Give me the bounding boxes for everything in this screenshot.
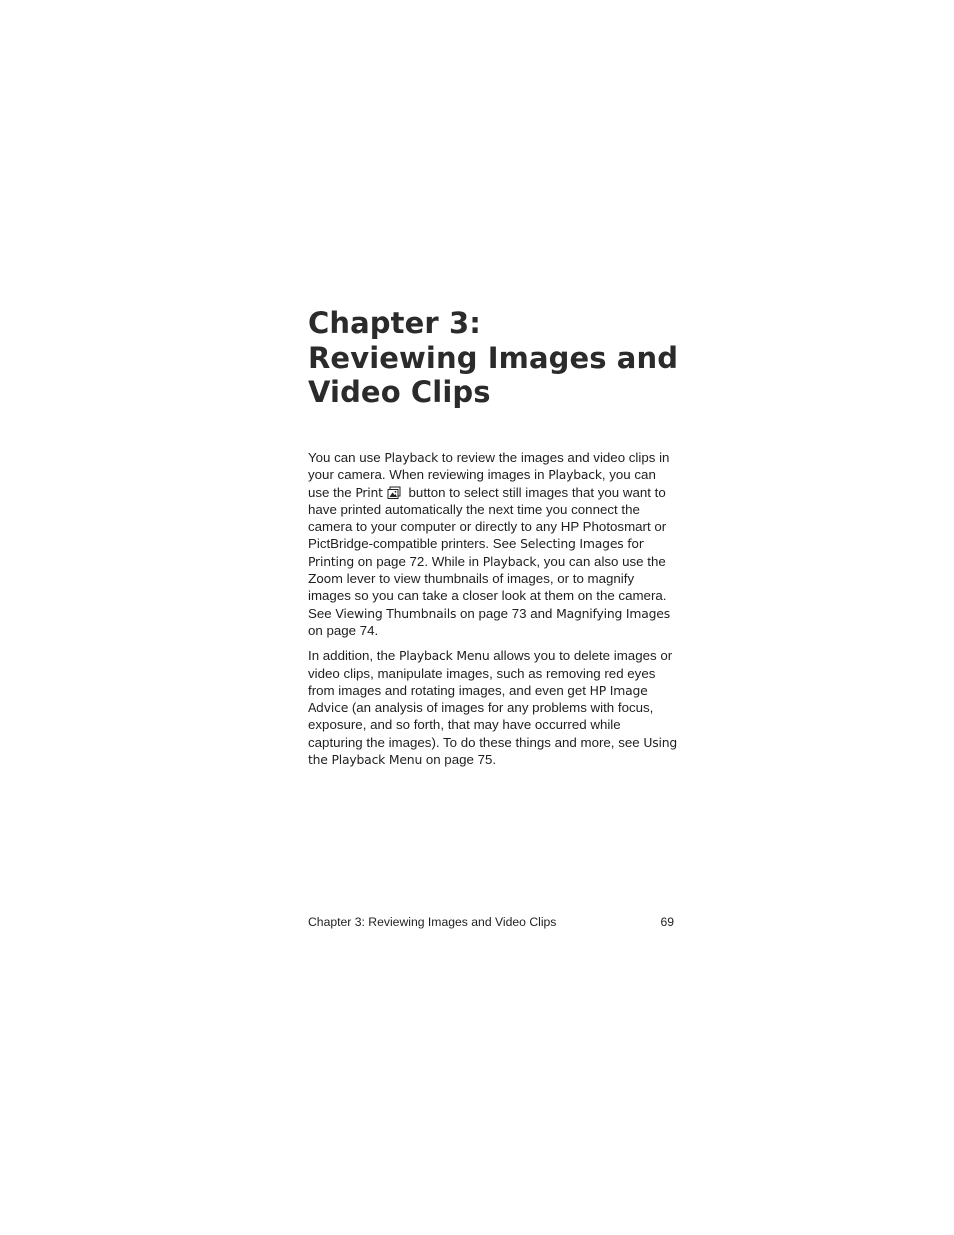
text-run: use the [308,484,356,500]
text-run: images so you can take a closer look at them on the camera. [308,588,667,604]
page-number: 69 [660,915,674,929]
ui-term: the Playback Menu [308,752,423,768]
chapter-title [308,306,688,410]
print-icon [385,486,403,500]
text-run: to review the images and video clips in [438,450,670,465]
ui-term: Selecting Images for [520,536,644,552]
text-run: See [308,605,336,621]
text-run: your camera. When reviewing images in [308,467,549,483]
text-run: on page 74. [308,622,379,638]
ui-term: Playback [482,553,537,569]
text-line [308,699,680,716]
ui-term: Printing [308,553,355,569]
text-run: video clips, manipulate images, such as removing red eyes [308,665,656,681]
text-run: from images and rotating images, and even get [308,682,590,698]
ui-term: Playback [548,467,602,483]
text-run: allows you to delete images or [489,648,673,664]
chapter-title-line: Chapter 3: [308,306,481,340]
text-line [308,682,680,699]
ui-term: Using [643,734,678,750]
body-paragraph [308,449,680,639]
text-run: (an analysis of images for any problems with focus, [348,700,654,716]
text-run: , you can [601,467,656,483]
ui-term: Playback [384,450,439,465]
text-line [308,501,680,518]
text-line [308,466,680,483]
text-run: have printed automatically the next time you connect the [308,501,640,517]
text-run: lever to view thumbnails of images, or to magnify [342,571,635,587]
text-run: exposure, and so forth, that may have occurred while [308,717,621,733]
body-paragraph [308,647,680,768]
text-line [308,484,680,501]
ui-term: HP Image [589,682,648,698]
page-footer [308,915,674,933]
text-run: PictBridge-compatible printers. See [308,536,521,552]
ui-term: Magnifying Images [556,605,670,621]
text-line [308,449,680,466]
text-line [308,751,680,768]
body-text [308,449,680,776]
ui-term: Print [355,484,383,500]
text-line [308,665,680,682]
text-line [308,647,680,664]
ui-term: Viewing Thumbnails [335,605,457,621]
text-run: You can use [308,450,385,465]
text-line [308,587,680,604]
text-line [308,570,680,587]
footer-chapter-title: Chapter 3: Reviewing Images and Video Clips [308,915,557,929]
ui-term: Zoom [308,571,343,587]
text-run: In addition, the [308,648,399,664]
chapter-title-line: Reviewing Images and [308,340,679,375]
text-run: capturing the images). To do these things and more, see [308,734,644,750]
text-run: on page 73 and [456,605,557,621]
text-run: button to select still images that you want to [404,484,666,500]
ui-term: Playback Menu [398,648,490,664]
text-line [308,535,680,552]
ui-term: Advice [308,700,349,716]
text-line [308,518,680,535]
text-run: , you can also use the [536,553,666,569]
text-run: camera to your computer or directly to any HP Photosmart or [308,519,667,535]
text-line [308,734,680,751]
text-run: on page 72. While in [354,553,483,569]
text-line [308,622,680,639]
text-line [308,605,680,622]
text-run: on page 75. [422,752,497,768]
text-line [308,553,680,570]
chapter-title-line: Video Clips [308,375,491,409]
text-line [308,716,680,733]
